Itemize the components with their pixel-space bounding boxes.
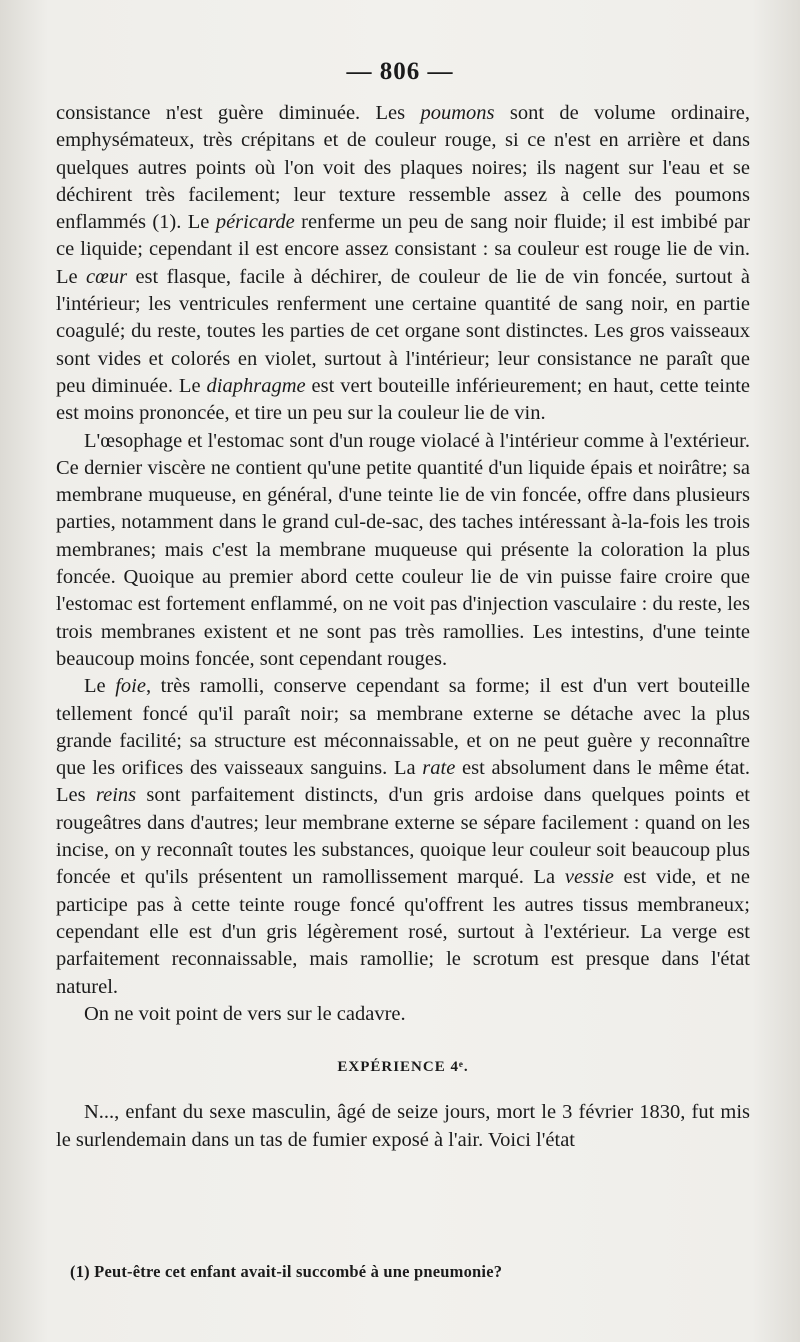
text-run: , très ramolli, conserve cependant sa forme; il est d'un vert bouteille tellement foncé qu'il paraît noir; sa membrane externe se détache avec la plus grande facilité; sa structure est méconnaissable, et on ne peut guère y reconnaître que les orifices des vaisseaux sanguins. La (56, 675, 750, 780)
text-run: consistance n'est guère diminuée. Les (56, 102, 421, 124)
italic-term: vessie (564, 866, 614, 889)
text-run: sont parfaitement distincts, d'un gris ardoise dans quelques points et rougeâtres dans d'autres; leur membrane externe se sépare facilement : quand on les incise, on y reconnaît toutes les substances, quoique leur couleur soit beaucoup plus foncée et qu'ils présentent un ramollissement marqué. La (56, 784, 750, 889)
italic-term: poumons (420, 102, 495, 124)
page-body (56, 100, 750, 1154)
italic-term: diaphragme (206, 374, 306, 397)
paragraph-liver-kidneys (56, 673, 750, 1001)
text-run: est vert bouteille inférieurement; en haut, cette teinte est moins prononcée, et tire un peu sur la couleur lie de vin. (56, 374, 750, 425)
text-run: sont de volume ordinaire, emphysémateux, très crépitans et de couleur rouge, si ce n'est en arrière et dans quelques autres points où l'on voit des plaques noires; ils nagent sur l'eau et se déchirent très facilement; leur texture ressemble assez à celle des poumons enflammés (1). Le (56, 102, 750, 234)
text-run: est absolument dans le même état. Les (56, 757, 750, 807)
page-number: — 806 — (346, 58, 454, 85)
paragraph-lungs-heart (56, 100, 750, 428)
italic-term: foie (115, 675, 146, 698)
italic-term: péricarde (215, 211, 295, 234)
text-run: L'œsophage et l'estomac sont d'un rouge violacé à l'intérieur comme à l'extérieur. Ce dernier viscère ne contient qu'une petite quantité d'un liquide épais et noirâtre; sa membrane muqueuse, en général, d'une teinte lie de vin foncée, offre dans plusieurs parties, notamment dans le grand cul-de-sac, des taches intéressant à-la-fois les trois membranes; mais c'est la membrane muqueuse qui présente la coloration la plus foncée. Quoique au premier abord cette couleur lie de vin puisse faire croire que l'estomac est fortement enflammé, on ne voit pas d'injection vasculaire : du reste, les trois membranes existent et ne sont pas très ramollies. Les intestins, d'une teinte beaucoup moins foncée, sont cependant rouges. (56, 429, 750, 670)
text-run: On ne voit point de vers sur le cadavre. (84, 1002, 406, 1025)
paragraph-no-worms (56, 1001, 750, 1028)
paragraph-experience-4: N..., enfant du sexe masculin, âgé de seize jours, mort le 3 février 1830, fut mis le surlendemain dans un tas de fumier exposé à l'air. Voici l'état (56, 1101, 750, 1151)
section-heading: EXPÉRIENCE 4ᵉ. (337, 1059, 469, 1076)
text-run: est flasque, facile à déchirer, de couleur de lie de vin foncée, surtout à l'intérieur; les ventricules renferment une certaine quantité de sang noir, en partie coagulé; du reste, toutes les parties de cet organe sont distinctes. Les gros vaisseaux sont vides et colorés en violet, surtout à l'intérieur; leur consistance ne paraît que peu diminuée. Le (56, 265, 751, 397)
text-run: renferme un peu de sang noir fluide; il est imbibé par ce liquide; cependant il est encore assez consistant : sa couleur est rouge lie de vin. Le (56, 211, 750, 288)
footnote: (1) Peut-être cet enfant avait-il succombé à une pneumonie? (70, 1262, 503, 1281)
text-run: est vide, et ne participe pas à cette teinte rouge foncé qu'offrent les autres tissus membraneux; cependant elle est d'un gris légèrement rosé, surtout à l'extérieur. La verge est parfaitement reconnaissable, mais ramollie; le scrotum est presque dans l'état naturel. (56, 866, 750, 998)
text-run: Le (84, 675, 116, 698)
italic-term: rate (422, 757, 456, 780)
italic-term: cœur (86, 265, 128, 288)
paragraph-esophagus-stomach (56, 428, 750, 674)
italic-term: reins (95, 784, 137, 807)
